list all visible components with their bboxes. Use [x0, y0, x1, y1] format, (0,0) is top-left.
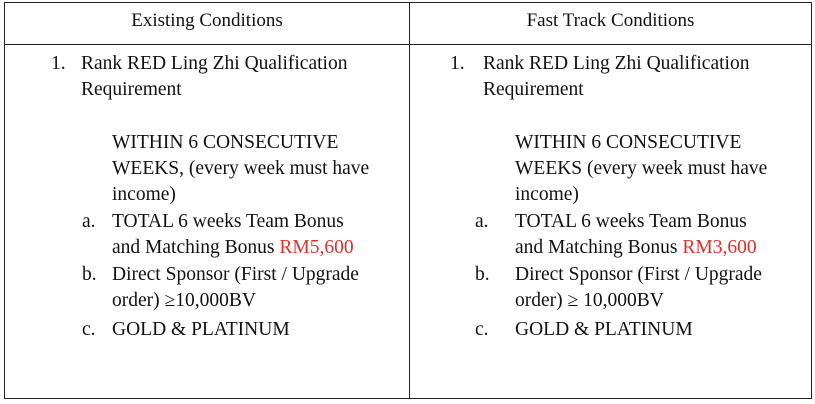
header-existing-conditions: Existing Conditions — [131, 10, 283, 31]
matching-bonus-line — [515, 235, 757, 262]
within-weeks-text-end: income) — [515, 184, 579, 205]
within-weeks-text-cont: WEEKS, (every week must have — [112, 158, 370, 179]
gold-platinum-text: GOLD & PLATINUM — [112, 319, 290, 340]
matching-bonus-text: and Matching Bonus — [515, 237, 683, 258]
requirement-title-cont: Requirement — [81, 79, 182, 100]
direct-sponsor-bv: order) ≥10,000BV — [112, 290, 256, 311]
column-divider — [409, 3, 410, 398]
within-weeks-text: WITHIN 6 CONSECUTIVE — [112, 132, 339, 153]
matching-bonus-text: and Matching Bonus — [112, 237, 280, 258]
bonus-amount: RM3,600 — [682, 237, 757, 258]
direct-sponsor-text: Direct Sponsor (First / Upgrade — [515, 264, 762, 285]
requirement-title: Rank RED Ling Zhi Qualification — [483, 53, 750, 74]
within-weeks-text: WITHIN 6 CONSECUTIVE — [515, 132, 742, 153]
header-fast-track-conditions: Fast Track Conditions — [526, 10, 695, 31]
item-number: 1. — [450, 53, 465, 74]
team-bonus-text: TOTAL 6 weeks Team Bonus — [515, 211, 747, 232]
sub-item-label-b: b. — [475, 264, 490, 285]
sub-item-label-b: b. — [82, 264, 97, 285]
header-divider — [5, 44, 811, 45]
bonus-amount: RM5,600 — [279, 237, 354, 258]
sub-item-label-a: a. — [475, 211, 489, 232]
requirement-title: Rank RED Ling Zhi Qualification — [81, 53, 348, 74]
within-weeks-text-cont: WEEKS (every week must have — [515, 158, 768, 179]
matching-bonus-line — [112, 235, 354, 262]
sub-item-label-a: a. — [82, 211, 96, 232]
item-number: 1. — [51, 53, 66, 74]
gold-platinum-text: GOLD & PLATINUM — [515, 319, 693, 340]
requirement-title-cont: Requirement — [483, 79, 584, 100]
sub-item-label-c: c. — [475, 319, 489, 340]
sub-item-label-c: c. — [82, 319, 96, 340]
direct-sponsor-text: Direct Sponsor (First / Upgrade — [112, 264, 359, 285]
within-weeks-text-end: income) — [112, 184, 176, 205]
direct-sponsor-bv: order) ≥ 10,000BV — [515, 290, 664, 311]
team-bonus-text: TOTAL 6 weeks Team Bonus — [112, 211, 344, 232]
conditions-table — [4, 2, 812, 399]
